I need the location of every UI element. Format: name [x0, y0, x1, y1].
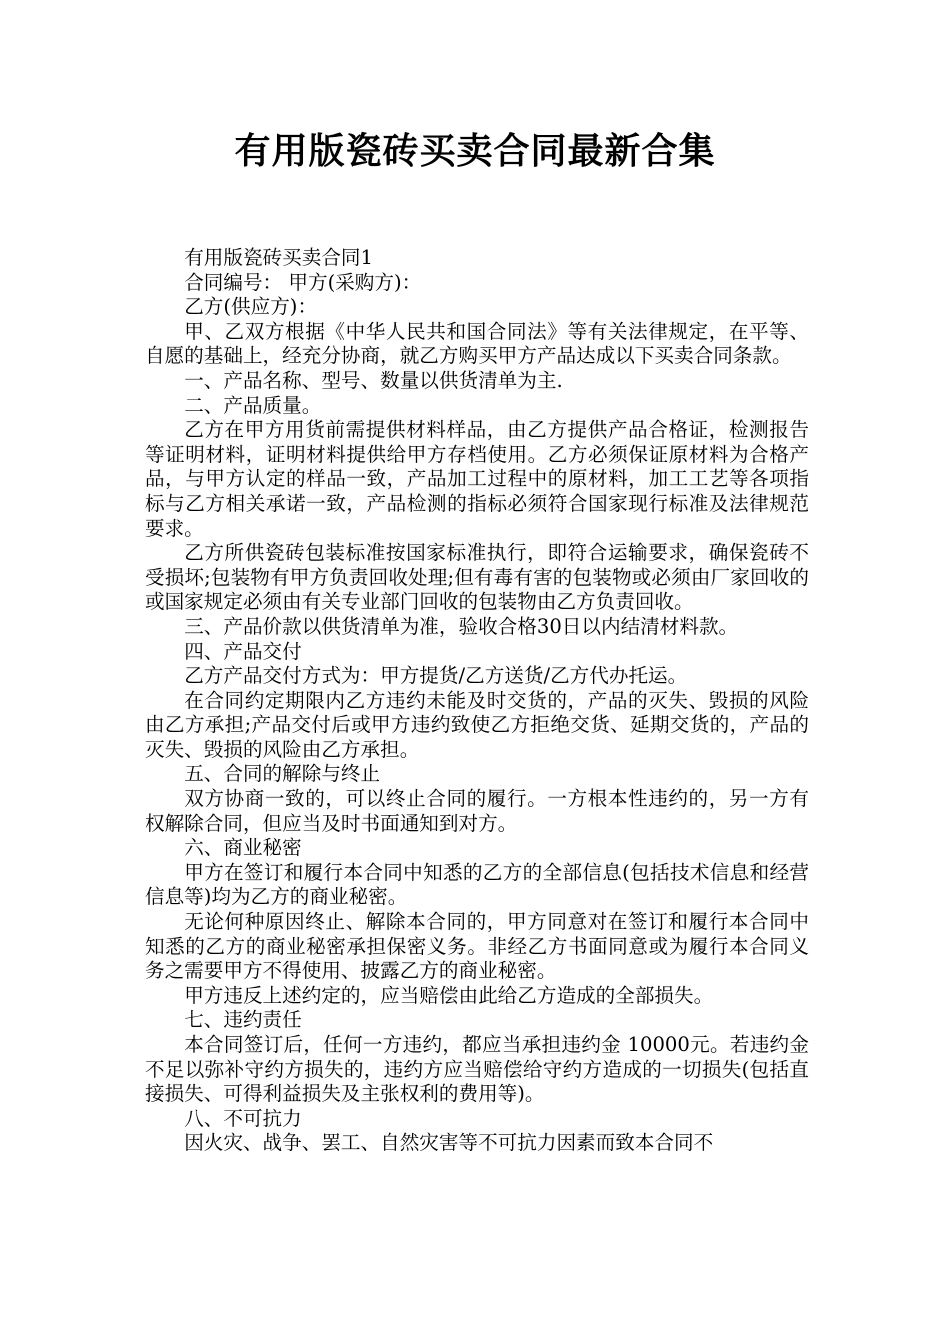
paragraph-quality-packaging: 乙方所供瓷砖包装标准按国家标准执行，即符合运输要求，确保瓷砖不受损坏;包装物有甲方负责回收处理;但有毒有害的包装物或必须由厂家回收的或国家规定必须由有关专业部门回收的包装物由乙方负责回收。 [145, 541, 809, 614]
paragraph-secrets-breach: 甲方违反上述约定的，应当赔偿由此给乙方造成的全部损失。 [184, 983, 714, 1007]
paragraph-quality-materials: 乙方在甲方用货前需提供材料样品，由乙方提供产品合格证，检测报告等证明材料，证明材料提供给甲方存档使用。乙方必须保证原材料为合格产品，与甲方认定的样品一致，产品加工过程中的原材料，加工工艺等各项指标与乙方相关承诺一致，产品检测的指标必须符合国家现行标准及法律规范要求。 [145, 418, 809, 540]
paragraph-preamble: 甲、乙双方根据《中华人民共和国合同法》等有关法律规定，在平等、自愿的基础上，经充分协商，就乙方购买甲方产品达成以下买卖合同条款。 [145, 319, 809, 368]
paragraph-delivery-risk: 在合同约定期限内乙方违约未能及时交货的，产品的灭失、毁损的风险由乙方承担;产品交付后或甲方违约致使乙方拒绝交货、延期交货的，产品的灭失、毁损的风险由乙方承担。 [145, 688, 809, 761]
section-heading-3: 三、产品价款以供货清单为准，验收合格30日以内结清材料款。 [184, 614, 739, 638]
paragraph-secrets-scope: 甲方在签订和履行本合同中知悉的乙方的全部信息(包括技术信息和经营信息等)均为乙方的商业秘密。 [145, 860, 809, 909]
paragraph-party-b: 乙方(供应方)： [184, 295, 318, 319]
section-heading-7: 七、违约责任 [184, 1008, 302, 1032]
section-heading-2: 二、产品质量。 [184, 393, 322, 417]
paragraph-force-majeure: 因火灾、战争、罢工、自然灾害等不可抗力因素而致本合同不 [184, 1131, 714, 1155]
document-body [145, 246, 809, 1156]
paragraph-contract-number: 合同编号： 甲方(采购方)： [184, 270, 422, 294]
section-heading-8: 八、不可抗力 [184, 1106, 302, 1130]
section-heading-6: 六、商业秘密 [184, 836, 302, 860]
paragraph-delivery-method: 乙方产品交付方式为：甲方提货/乙方送货/乙方代办托运。 [184, 664, 688, 688]
paragraph-contract-heading: 有用版瓷砖买卖合同1 [184, 246, 373, 269]
paragraph-termination: 双方协商一致的，可以终止合同的履行。一方根本性违约的，另一方有权解除合同，但应当及时书面通知到对方。 [145, 787, 809, 835]
section-heading-4: 四、产品交付 [184, 639, 302, 663]
section-heading-5: 五、合同的解除与终止 [184, 762, 381, 786]
document-title: 有用版瓷砖买卖合同最新合集 [234, 131, 716, 172]
section-heading-1: 一、产品名称、型号、数量以供货清单为主. [184, 368, 563, 392]
paragraph-secrets-obligation: 无论何种原因终止、解除本合同的，甲方同意对在签订和履行本合同中知悉的乙方的商业秘密承担保密义务。非经乙方书面同意或为履行本合同义务之需要甲方不得使用、披露乙方的商业秘密。 [145, 910, 809, 983]
paragraph-liability: 本合同签订后，任何一方违约，都应当承担违约金 10000元。若违约金不足以弥补守约方损失的，违约方应当赔偿给守约方造成的一切损失(包括直接损失、可得利益损失及主张权利的费用等)。 [145, 1033, 809, 1106]
